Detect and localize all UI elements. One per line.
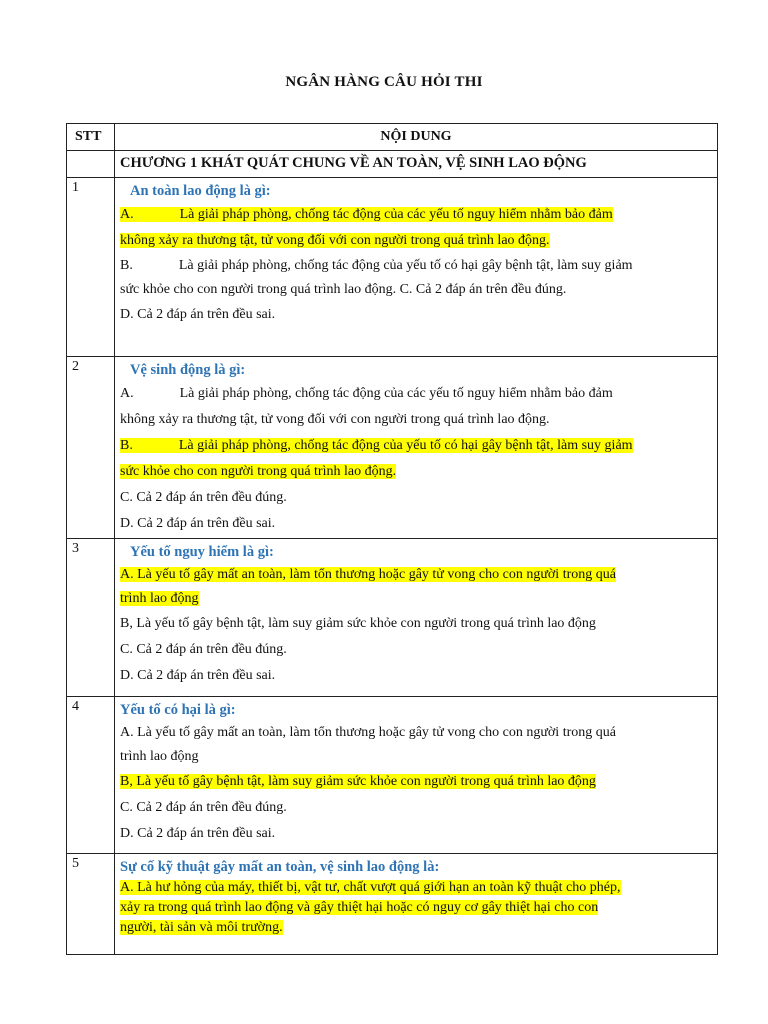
table-row [67,697,718,854]
option-a-line2: không xảy ra thương tật, tử vong đối với con người trong quá trình lao động. [120,412,550,427]
option-d: D. Cả 2 đáp án trên đều sai. [120,826,276,841]
question-content [115,178,718,357]
chapter-heading: CHƯƠNG 1 KHÁT QUÁT CHUNG VỀ AN TOÀN, VỆ SINH LAO ĐỘNG [115,151,718,178]
option-a [120,381,711,433]
table-row [67,854,718,955]
option-a [120,563,711,611]
option-b [120,769,711,795]
option-b-label: B. [120,258,133,273]
option-b-label: B. [120,438,133,453]
chapter-row [67,151,718,178]
table-row [67,178,718,357]
question-number: 3 [67,539,115,697]
option-b-line1: Là giải pháp phòng, chống tác động của yếu tố có hại gây bệnh tật, làm suy giảm [178,258,633,273]
question-text: Sự cố kỹ thuật gây mất an toàn, vệ sinh lao động là: [120,859,440,875]
option-a-line1: Là giải pháp phòng, chống tác động của các yếu tố nguy hiểm nhằm bảo đảm [179,207,613,222]
option-c: C. Cả 2 đáp án trên đều đúng. [120,642,287,657]
option-a-line1: Là giải pháp phòng, chống tác động của các yếu tố nguy hiểm nhằm bảo đảm [179,386,613,401]
question-text: An toàn lao động là gì: [130,183,271,199]
question-text: Yếu tố nguy hiểm là gì: [130,544,274,560]
option-a-line2: không xảy ra thương tật, tử vong đối với con người trong quá trình lao động. [120,233,550,248]
option-a-label: A. [120,207,134,222]
question-number: 5 [67,854,115,955]
header-stt: STT [67,124,115,151]
option-d: D. Cả 2 đáp án trên đều sai. [120,307,276,322]
question-text: Vệ sinh động là gì: [130,362,246,378]
question-content [115,357,718,539]
page-title: NGÂN HÀNG CÂU HỎI THI [285,74,483,90]
question-content [115,697,718,854]
question-number: 4 [67,697,115,854]
option-a [120,721,711,769]
option-a-line2: xảy ra trong quá trình lao động và gây thiệt hại hoặc có nguy cơ gây thiệt hại cho con [120,900,599,915]
option-b [120,433,711,485]
option-b [120,254,711,302]
option-b-line2: sức khỏe cho con người trong quá trình lao động. [120,464,397,479]
chapter-stt-cell [67,151,115,178]
option-a-line1: A. Là yếu tố gây mất an toàn, làm tổn thương hoặc gây tử vong cho con người trong quá [120,725,616,740]
option-c: C. Cả 2 đáp án trên đều đúng. [120,490,287,505]
option-a [120,878,711,938]
option-b: B, Là yếu tố gây bệnh tật, làm suy giảm sức khỏe con người trong quá trình lao động [120,616,596,631]
option-d: D. Cả 2 đáp án trên đều sai. [120,516,276,531]
question-number: 1 [67,178,115,357]
table-header-row [67,124,718,151]
option-a-label: A. [120,386,134,401]
option-b-line1: Là giải pháp phòng, chống tác động của yếu tố có hại gây bệnh tật, làm suy giảm [178,438,633,453]
option-a-line2: trình lao động [120,749,199,764]
header-content: NỘI DUNG [115,124,718,151]
option-d: D. Cả 2 đáp án trên đều sai. [120,668,276,683]
option-a-line2: trình lao động [120,591,199,606]
option-c: C. Cả 2 đáp án trên đều đúng. [120,800,287,815]
table-row [67,539,718,697]
question-content [115,854,718,955]
question-text: Yếu tố có hại là gì: [120,702,236,718]
question-table [66,123,718,955]
question-content [115,539,718,697]
option-b-line2: sức khỏe cho con người trong quá trình lao động. C. Cả 2 đáp án trên đều đúng. [120,282,567,297]
option-a-line1: A. Là yếu tố gây mất an toàn, làm tổn thương hoặc gây tử vong cho con người trong quá [120,567,616,582]
option-a-line1: A. Là hư hỏng của máy, thiết bị, vật tư, chất vượt quá giới hạn an toàn kỹ thuật cho phép, [120,880,621,895]
option-a [120,202,711,254]
table-row [67,357,718,539]
option-b-text: B, Là yếu tố gây bệnh tật, làm suy giảm sức khỏe con người trong quá trình lao động [120,774,596,789]
option-a-line3: người, tài sản và môi trường. [120,920,283,935]
question-number: 2 [67,357,115,539]
